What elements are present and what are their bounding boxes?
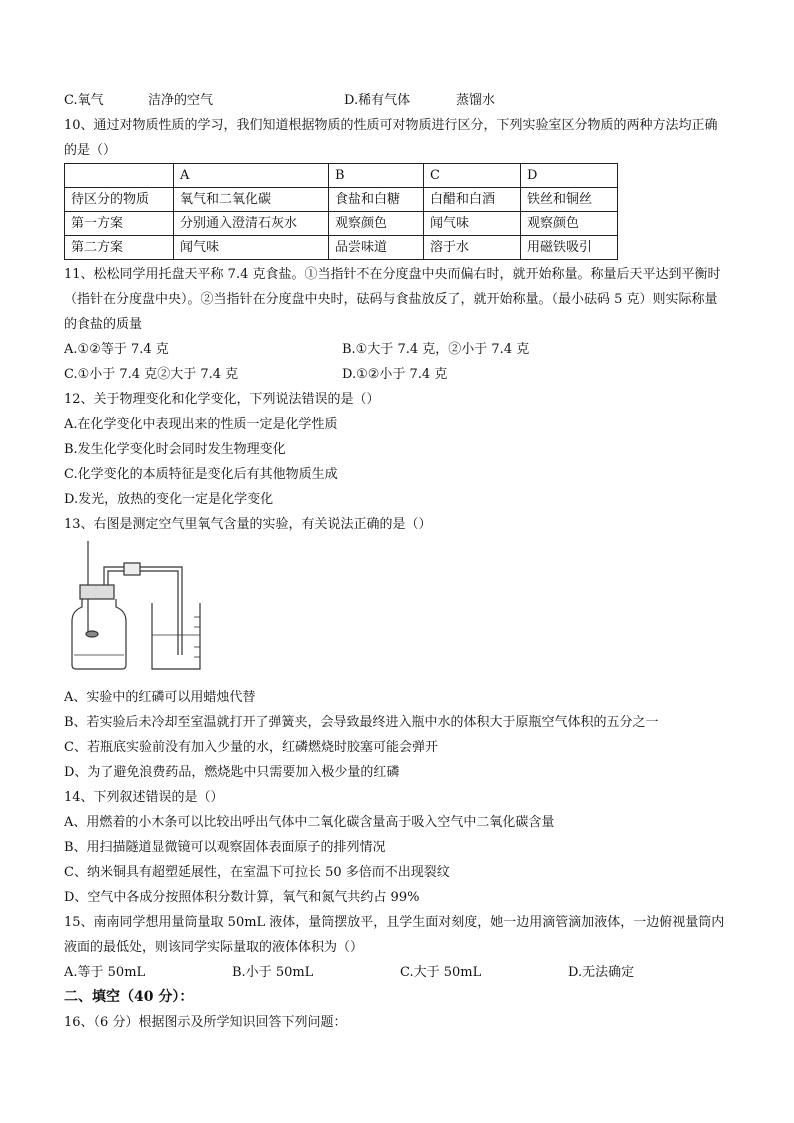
- table-cell: 品尝味道: [329, 236, 424, 260]
- exam-page: [64, 88, 730, 1035]
- table-cell: 第一方案: [65, 212, 174, 236]
- q14-stem: 14、下列叙述错误的是（）: [64, 790, 224, 805]
- q14-option-b: B、用扫描隧道显微镜可以观察固体表面原子的排列情况: [64, 840, 386, 855]
- q12-option-a: A.在化学变化中表现出来的性质一定是化学性质: [64, 417, 338, 432]
- q9-option-d-text: 蒸馏水: [456, 93, 496, 108]
- table-cell: 白醋和白酒: [424, 188, 521, 212]
- table-cell: 观察颜色: [521, 212, 618, 236]
- q11-option-a: A.①②等于 7.4 克: [64, 342, 169, 357]
- table-row: [65, 212, 618, 236]
- q13-option-b: B、若实验后未冷却至室温就打开了弹簧夹，会导致最终进入瓶中水的体积大于原瓶空气体积的五分之一: [64, 715, 659, 730]
- q16-stem: 16、（6 分）根据图示及所学知识回答下列问题：: [64, 1015, 347, 1030]
- table-row: [65, 236, 618, 260]
- q11-option-c: C.①小于 7.4 克②大于 7.4 克: [64, 367, 239, 382]
- q11-stem: 11、松松同学用托盘天平称 7.4 克食盐。①当指针不在分度盘中央而偏右时，就开始称量。称量后天平达到平衡时（指针在分度盘中央）。②当指针在分度盘中央时，砝码与食盐放反了，就开始称量。（最小砝码 5 克）则实际称量的食盐的质量: [64, 267, 721, 332]
- table-cell: 用磁铁吸引: [521, 236, 618, 260]
- q11-option-b: B.①大于 7.4 克，②小于 7.4 克: [342, 342, 530, 357]
- table-row: [65, 188, 618, 212]
- q13-option-c: C、若瓶底实验前没有加入少量的水，红磷燃烧时胶塞可能会弹开: [64, 740, 438, 755]
- q9-option-d: D.稀有气体: [344, 93, 411, 108]
- conduit-tube: [104, 567, 182, 655]
- q12-option-b: B.发生化学变化时会同时发生物理变化: [64, 442, 286, 457]
- q12-option-c: C.化学变化的本质特征是变化后有其他物质生成: [64, 467, 338, 482]
- apparatus-diagram: [64, 537, 204, 677]
- table-cell: 观察颜色: [329, 212, 424, 236]
- table-header-cell: B: [329, 164, 424, 188]
- beaker: [152, 603, 200, 669]
- q14-option-d: D、空气中各成分按照体积分数计算，氧气和氮气共约占 99%: [64, 890, 420, 905]
- q15-options-row: [64, 960, 730, 985]
- q13-option-d: D、为了避免浪费药品，燃烧匙中只需要加入极少量的红磷: [64, 765, 400, 780]
- table-header-cell: A: [174, 164, 329, 188]
- q15-stem: 15、南南同学想用量筒量取 50mL 液体，量筒摆放平，且学生面对刻度，她一边用滴管滴加液体，一边俯视量筒内液面的最低处，则该同学实际量取的液体体积为（）: [64, 915, 725, 955]
- table-header-row: [65, 164, 618, 188]
- table-cell: 分别通入澄清石灰水: [174, 212, 329, 236]
- table-header-cell: D: [521, 164, 618, 188]
- q13-stem: 13、右图是测定空气里氧气含量的实验，有关说法正确的是（）: [64, 517, 432, 532]
- q12-stem: 12、关于物理变化和化学变化，下列说法错误的是（）: [64, 392, 380, 407]
- q15-option-c: C.大于 50mL: [400, 965, 482, 980]
- glass-bottle: [72, 599, 126, 669]
- q11-option-d: D.①②小于 7.4 克: [342, 367, 448, 382]
- table-cell: 闻气味: [174, 236, 329, 260]
- q10-table: [64, 163, 618, 260]
- table-header-cell: C: [424, 164, 521, 188]
- q15-option-d: D.无法确定: [568, 965, 635, 980]
- q9-options-row: [64, 88, 730, 113]
- table-cell: 闻气味: [424, 212, 521, 236]
- q15-option-a: A.等于 50mL: [64, 965, 146, 980]
- q10-stem: 10、通过对物质性质的学习，我们知道根据物质的性质可对物质进行区分，下列实验室区分物质的两种方法均正确的是（）: [64, 118, 718, 158]
- q11-options-row-2: [64, 362, 730, 387]
- table-cell: 溶于水: [424, 236, 521, 260]
- table-header-cell: [65, 164, 174, 188]
- combustion-spoon: [86, 631, 98, 637]
- table-cell: 食盐和白糖: [329, 188, 424, 212]
- q13-option-a: A、实验中的红磷可以用蜡烛代替: [64, 690, 256, 705]
- q14-option-c: C、纳米铜具有超塑延展性，在室温下可拉长 50 多倍而不出现裂纹: [64, 865, 450, 880]
- q14-option-a: A、用燃着的小木条可以比较出呼出气体中二氧化碳含量高于吸入空气中二氧化碳含量: [64, 815, 555, 830]
- q9-option-c: C.氧气: [64, 93, 104, 108]
- table-cell: 铁丝和铜丝: [521, 188, 618, 212]
- spring-clamp: [124, 563, 140, 575]
- table-cell: 待区分的物质: [65, 188, 174, 212]
- section-heading-fill-in: 二、填空（40 分）：: [64, 989, 194, 1005]
- q9-option-c-text: 洁净的空气: [148, 93, 214, 108]
- q12-option-d: D.发光，放热的变化一定是化学变化: [64, 492, 274, 507]
- table-cell: 第二方案: [65, 236, 174, 260]
- q15-option-b: B.小于 50mL: [232, 965, 314, 980]
- q11-options-row-1: [64, 337, 730, 362]
- table-cell: 氧气和二氧化碳: [174, 188, 329, 212]
- oxygen-experiment-figure: [64, 537, 730, 685]
- rubber-stopper: [80, 585, 114, 599]
